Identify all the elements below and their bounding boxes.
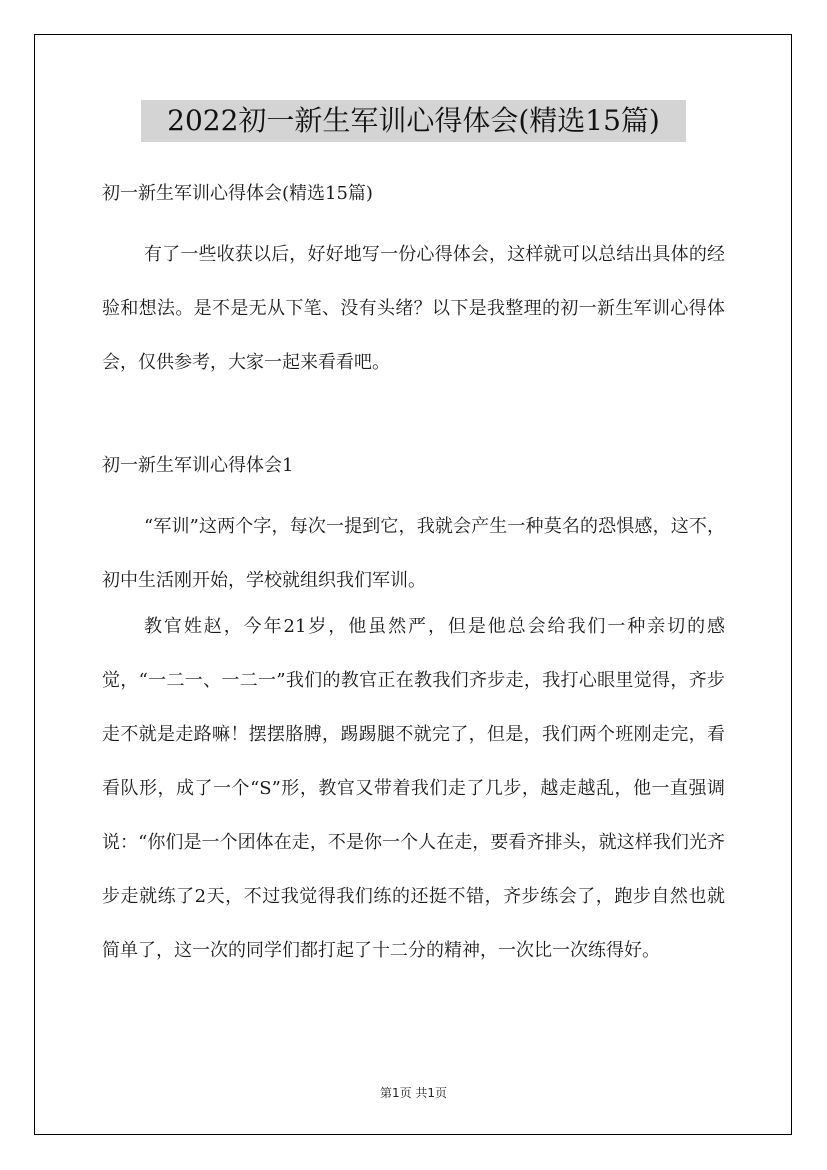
intro-paragraph: 有了一些收获以后，好好地写一份心得体会，这样就可以总结出具体的经验和想法。是不是无从下笔、没有头绪？以下是我整理的初一新生军训心得体会，仅供参考，大家一起来看看吧。 bbox=[102, 244, 725, 373]
page-footer: 第1页 共1页 bbox=[379, 1086, 448, 1100]
body-paragraph-1: “军训”这两个字，每次一提到它，我就会产生一种莫名的恐惧感，这不，初中生活刚开始，学校就组织我们军训。 bbox=[102, 516, 725, 591]
body-paragraph-2: 教官姓赵，今年21岁，他虽然严，但是他总会给我们一种亲切的感觉，“一二一、一二一”我们的教官正在教我们齐步走，我打心眼里觉得，齐步走不就是走路嘛！摆摆胳膊，踢踢腿不就完了，但是，我们两个班刚走完，看看队形，成了一个“S”形，教官又带着我们走了几步，越走越乱，他一直强调说：“你们是一个团体在走，不是你一个人在走，要看齐排头，就这样我们光齐步走就练了2天，不过我觉得我们练的还挺不错，齐步练会了，跑步自然也就简单了，这一次的同学们都打起了十二分的精神，一次比一次练得好。 bbox=[102, 616, 725, 961]
document-title: 2022初一新生军训心得体会(精选15篇) bbox=[141, 100, 686, 142]
document-subtitle: 初一新生军训心得体会(精选15篇) bbox=[102, 183, 373, 204]
section-heading: 初一新生军训心得体会1 bbox=[102, 455, 294, 476]
